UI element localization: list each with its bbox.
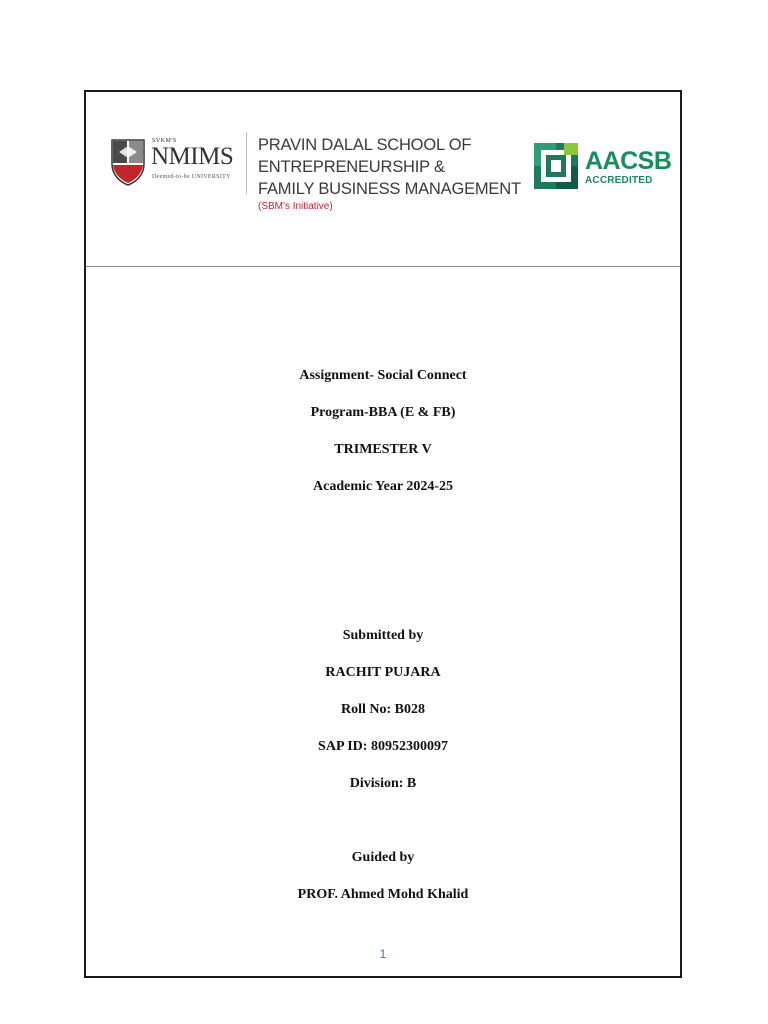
aacsb-mark-icon xyxy=(534,143,578,189)
aacsb-logo xyxy=(534,143,672,191)
aacsb-subtitle: ACCREDITED xyxy=(585,175,653,186)
school-name-line: FAMILY BUSINESS MANAGEMENT xyxy=(258,180,521,198)
nmims-logo xyxy=(110,136,240,190)
guide-name: PROF. Ahmed Mohd Khalid xyxy=(297,887,469,902)
trimester-line: TRIMESTER V xyxy=(334,442,432,457)
roll-number: Roll No: B028 xyxy=(341,702,425,717)
nmims-svkm-text: SVKM'S xyxy=(152,138,177,144)
academic-year-line: Academic Year 2024-25 xyxy=(313,479,453,494)
page-number: 1 xyxy=(379,947,387,961)
sap-id: SAP ID: 80952300097 xyxy=(318,739,448,754)
school-name-block xyxy=(258,134,521,212)
student-name: RACHIT PUJARA xyxy=(325,665,441,680)
division: Division: B xyxy=(349,776,417,791)
assignment-title: Assignment- Social Connect xyxy=(299,368,467,383)
nmims-wordmark: NMIMS xyxy=(151,143,234,170)
letterhead xyxy=(86,92,680,267)
program-line: Program-BBA (E & FB) xyxy=(310,405,456,420)
school-name-line: ENTREPRENEURSHIP & xyxy=(258,158,445,176)
school-name-line: PRAVIN DALAL SCHOOL OF xyxy=(258,136,472,154)
aacsb-wordmark: AACSB xyxy=(585,147,672,175)
document-page xyxy=(84,90,682,978)
logo-divider xyxy=(246,132,247,194)
nmims-subtitle: Deemed-to-be UNIVERSITY xyxy=(152,174,231,180)
guided-by-label: Guided by xyxy=(351,850,415,865)
nmims-shield-icon xyxy=(110,138,146,186)
school-initiative: (SBM's Initiative) xyxy=(258,201,333,212)
submitted-by-label: Submitted by xyxy=(342,628,424,643)
